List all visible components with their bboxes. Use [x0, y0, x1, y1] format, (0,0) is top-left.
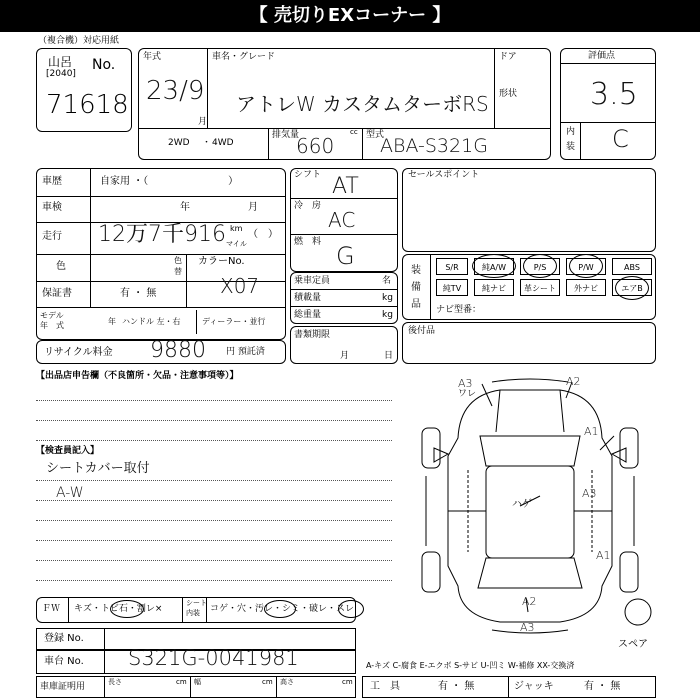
equip-airbag: エアB — [612, 279, 652, 296]
capacity-unit: 名 — [382, 276, 392, 286]
shape-label: 形状 — [499, 89, 518, 99]
color-no-value: X07 — [220, 274, 260, 298]
sales-label: セールスポイント — [408, 170, 480, 180]
seat-items: コゲ・穴・汚レ・シミ・破レ・スレ — [210, 604, 355, 614]
equip-ps: P/S — [520, 258, 560, 275]
cert-length: 長さ — [108, 678, 122, 686]
model-value: アトレW カスタムターボRS — [236, 92, 489, 116]
equip-pw: P/W — [566, 258, 606, 275]
type-value: ABA-S321G — [380, 135, 488, 157]
seat-label-2: 内装 — [186, 609, 200, 617]
cert-width-unit: cm — [262, 678, 273, 686]
mile-unit: マイル — [226, 240, 247, 248]
fw-items: キズ・トビ石・割レ× — [74, 604, 163, 614]
month-unit: 月 — [198, 117, 208, 127]
equip-ext-navi: 外ナビ — [566, 279, 606, 296]
diagram-label-a2-rear: A2 — [522, 595, 537, 608]
weight-unit: kg — [382, 310, 393, 320]
ac-value: AC — [328, 208, 356, 232]
exhibitor-label: 【出品店申告欄（不良箇所・欠品・注意事項等）】 — [36, 371, 239, 381]
km-unit: km — [230, 224, 243, 233]
disp-unit: cc — [350, 128, 358, 136]
aftermarket-label: 後付品 — [408, 326, 436, 336]
reg-label: 登録 No. — [44, 633, 84, 644]
diagram-label-peel: ハゲ — [512, 499, 532, 510]
jack-label: ジャッキ — [514, 681, 554, 692]
equip-abs: ABS — [612, 258, 652, 275]
docs-day: 日 — [384, 351, 394, 361]
soukou-label: 走行 — [42, 231, 62, 242]
reki-value: 自家用 ・（ ） — [100, 176, 239, 187]
damage-legend: A-キズ C-腐食 E-エクボ S-サビ U-凹ミ W-補修 XX-交換済 — [366, 661, 575, 670]
diagram-label-a3-front: A3 — [458, 377, 473, 390]
weight-label: 総重量 — [294, 310, 322, 320]
navi-label: ナビ型番： — [436, 305, 482, 315]
shaken-month: 月 — [248, 202, 258, 213]
color-sub-1: 色 — [174, 256, 182, 265]
seat-label-1: シート — [186, 599, 207, 607]
cert-length-unit: cm — [176, 678, 187, 686]
model-year-label-1: モデル — [40, 311, 64, 320]
drive-4wd: 4WD — [212, 138, 234, 148]
disp-value: 660 — [296, 134, 335, 158]
spare-label: スペア — [618, 639, 648, 650]
handle-label: ハンドル 左・右 — [122, 317, 181, 326]
reki-label: 車歴 — [42, 176, 62, 187]
model-year-label-2: 年 式 — [40, 321, 64, 330]
model-year-unit: 年 — [108, 317, 116, 326]
chassis-value: S321G-0041981 — [128, 646, 299, 670]
recycle-unit: 円 預託済 — [226, 347, 265, 357]
capacity-label: 乗車定員 — [294, 276, 331, 286]
aftermarket-box — [402, 322, 656, 364]
jack-value: 有 ・ 無 — [584, 681, 621, 692]
page-header: 【 売切りEXコーナー 】 — [0, 0, 700, 32]
diagram-label-a3-rear: A3 — [520, 621, 535, 634]
interior-label-1: 内 — [566, 127, 576, 137]
grade-value: 3.5 — [590, 77, 638, 112]
diagram-label-a2-front: A2 — [566, 375, 581, 388]
color-label: 色 — [56, 261, 66, 272]
equip-leather: 革シート — [520, 279, 560, 296]
year-label: 年式 — [143, 52, 162, 62]
type-label: 型式 — [366, 130, 385, 140]
warranty-label: 保証書 — [42, 288, 72, 299]
site-label: 山呂 — [48, 55, 73, 69]
tools-value: 有 ・ 無 — [438, 681, 475, 692]
diagram-label-a1-rear: A1 — [596, 549, 611, 562]
shift-value: AT — [332, 174, 359, 199]
equip-sr: S/R — [436, 258, 468, 275]
model-label: 車名・グレード — [212, 52, 276, 62]
inspector-note-1: シートカバー取付 — [46, 461, 150, 476]
cert-height: 高さ — [280, 678, 294, 686]
drive-sep: ・ — [202, 138, 212, 148]
year-value: 23/9 — [146, 76, 205, 106]
fuel-value: G — [336, 242, 355, 270]
equip-alloy: 純A/W — [474, 258, 514, 275]
shift-label: シフト — [294, 170, 322, 180]
color-sub-2: 替 — [174, 267, 182, 276]
cert-width: 幅 — [194, 678, 201, 686]
load-label: 積載量 — [294, 293, 322, 303]
equip-label-1: 装 — [411, 265, 421, 276]
recycle-value: 9880 — [150, 338, 206, 363]
inspector-note-2: A-W — [56, 485, 84, 501]
cert-height-unit: cm — [342, 678, 353, 686]
diagram-label-a3-right: A3 — [582, 487, 597, 500]
docs-label: 書類期限 — [294, 330, 331, 340]
lot-no-label: No. — [92, 57, 116, 73]
diagram-label-a1-right: A1 — [584, 425, 599, 438]
interior-value: C — [612, 125, 629, 153]
equip-label-2: 備 — [411, 282, 421, 293]
cert-label: 車庫証明用 — [40, 682, 86, 692]
sales-box — [402, 168, 656, 252]
equip-label-3: 品 — [411, 299, 421, 310]
fuel-label: 燃 料 — [294, 237, 322, 247]
inspector-label: 【検査員記入】 — [36, 446, 100, 456]
diagram-label-crack: ワレ — [458, 389, 477, 399]
drive-2wd: 2WD — [168, 138, 190, 148]
recycle-label: リサイクル料金 — [44, 347, 113, 358]
tools-label: 工 具 — [370, 681, 400, 692]
equip-navi: 純ナビ — [474, 279, 514, 296]
docs-month: 月 — [340, 351, 350, 361]
site-code: [2040] — [46, 69, 76, 79]
soukou-value: 12万7千916 — [98, 222, 226, 247]
shaken-year: 年 — [180, 202, 190, 213]
dealer-label: ディーラー・並行 — [202, 317, 266, 326]
interior-label-2: 装 — [566, 142, 576, 152]
equip-tv: 純TV — [436, 279, 468, 296]
top-note: （複合機）対応用紙 — [38, 36, 120, 46]
chassis-label: 車台 No. — [44, 656, 84, 667]
shaken-label: 車検 — [42, 202, 62, 213]
lot-number: 71618 — [46, 90, 129, 120]
disp-label: 排気量 — [272, 130, 300, 140]
warranty-value: 有 ・ 無 — [120, 288, 157, 299]
grade-label: 評価点 — [588, 51, 616, 61]
ac-label: 冷 房 — [294, 201, 322, 211]
fw-label: ＦＷ — [42, 604, 61, 614]
door-label: ドア — [499, 52, 517, 62]
color-no-label: カラーNo. — [198, 256, 245, 267]
load-unit: kg — [382, 293, 393, 303]
